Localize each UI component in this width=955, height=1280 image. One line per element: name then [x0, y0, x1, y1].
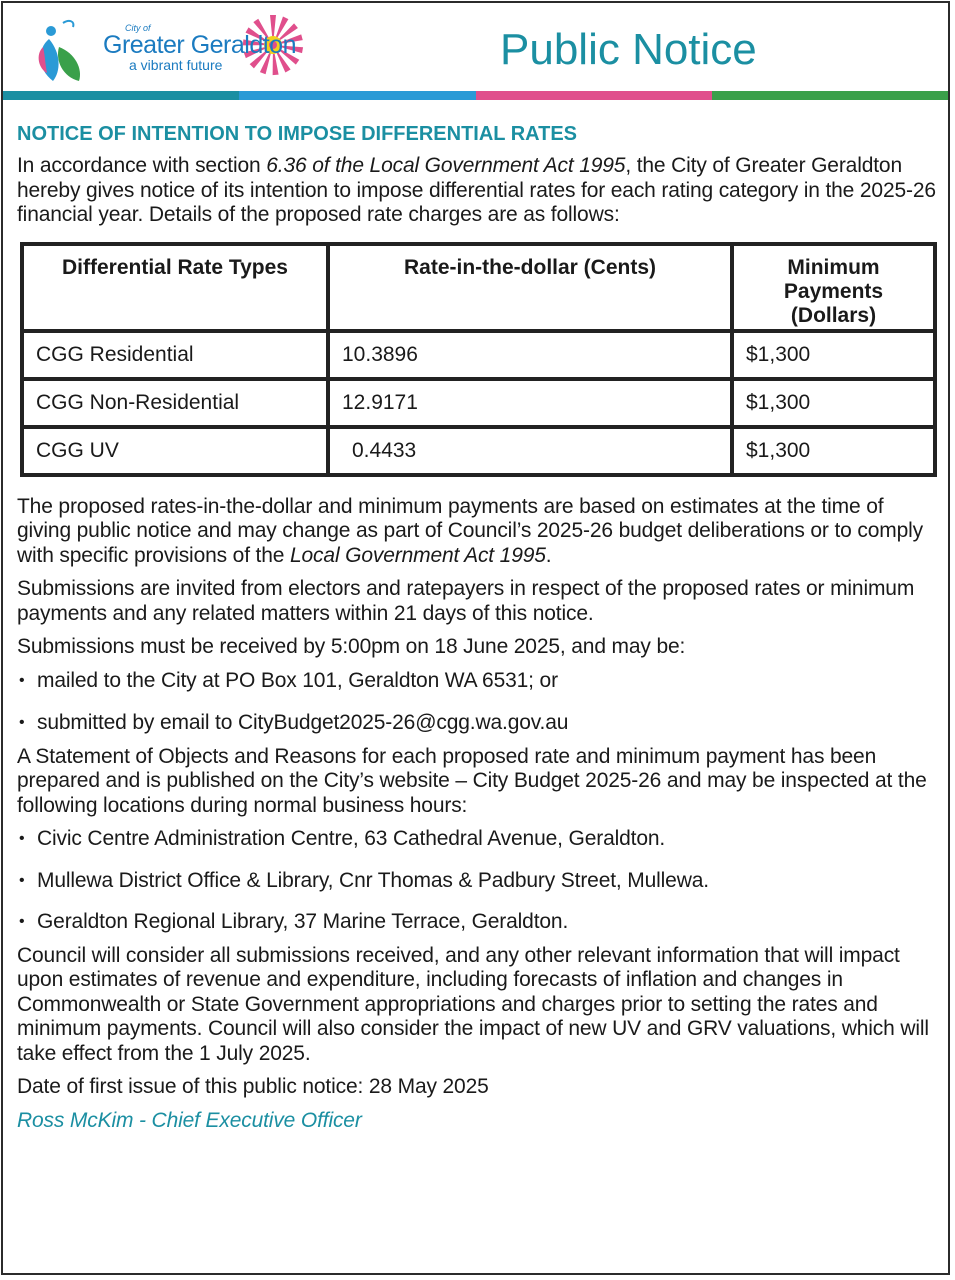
- table-row: [23, 428, 934, 474]
- logo-name: Greater Geraldton: [103, 31, 296, 59]
- rate-type-cell: CGG UV: [23, 428, 329, 474]
- rates-table: [20, 242, 937, 477]
- location-item: • Mullewa District Office & Library, Cnr Thomas & Padbury Street, Mullewa.: [17, 869, 939, 894]
- submissions-invited-paragraph: Submissions are invited from electors and ratepayers in respect of the proposed rates or minimum payments and any related matters within 21 days of this notice.: [17, 577, 915, 625]
- intro-after: , the City of Greater Geraldton hereby gives notice of its intention to impose differential rates for each rating category in the 2025-26 financial year. Details of the proposed rate charges are as follows:: [17, 154, 936, 226]
- issue-date-paragraph: Date of first issue of this public notice: 28 May 2025: [17, 1075, 489, 1098]
- table-header-row: [23, 245, 934, 332]
- council-consideration-paragraph: Council will consider all submissions received, and any other relevant information that will impact upon estimates of revenue and expenditure, including forecasts of inflation and changes in Commonwealth or State Government appropriations and charges prior to setting the rates and minimum payments. Council will also consider the impact of new UV and GRV valuations, which will take effect from the 1 July 2025.: [17, 943, 929, 1065]
- location-item: • Geraldton Regional Library, 37 Marine Terrace, Geraldton.: [17, 910, 939, 935]
- statement-paragraph: A Statement of Objects and Reasons for each proposed rate and minimum payment has been prepared and is published on the City’s website – City Budget 2025-26 and may be inspected at the following locations during normal business hours:: [17, 744, 927, 817]
- logo-small-text: City of: [125, 23, 151, 33]
- color-stripes: [3, 91, 948, 100]
- header: [3, 3, 948, 99]
- location-item: • Civic Centre Administration Centre, 63 Cathedral Avenue, Geraldton.: [17, 827, 939, 852]
- rate-cell: 12.9171: [329, 380, 733, 428]
- submissions-deadline-paragraph: Submissions must be received by 5:00pm on 18 June 2025, and may be:: [17, 635, 686, 658]
- intro-act-reference: 6.36 of the Local Government Act 1995: [266, 154, 626, 177]
- notice-content: [17, 123, 939, 1133]
- submission-method-item: • submitted by email to CityBudget2025-26@cgg.wa.gov.au: [17, 711, 939, 736]
- notice-heading: NOTICE OF INTENTION TO IMPOSE DIFFERENTIAL RATES: [17, 123, 578, 145]
- p1-after: .: [545, 543, 552, 567]
- rate-cell: 0.4433: [329, 428, 733, 474]
- rate-cell: 10.3896: [329, 332, 733, 380]
- rate-type-cell: CGG Residential: [23, 332, 329, 380]
- rate-type-cell: CGG Non-Residential: [23, 380, 329, 428]
- column-header-rate-in-dollar: Rate-in-the-dollar (Cents): [329, 245, 733, 332]
- column-header-minimum-payment: Minimum Payments (Dollars): [733, 245, 934, 332]
- logo-tagline: a vibrant future: [129, 57, 223, 73]
- submission-method-item: • mailed to the City at PO Box 101, Geraldton WA 6531; or: [17, 669, 939, 694]
- minimum-cell: $1,300: [733, 332, 934, 380]
- city-logo: [29, 11, 309, 91]
- stripe-teal: [3, 91, 239, 100]
- stripe-pink: [476, 91, 712, 100]
- stripe-green: [712, 91, 948, 100]
- table-row: [23, 380, 934, 428]
- ceo-signoff: Ross McKim - Chief Executive Officer: [17, 1108, 362, 1132]
- notice-frame: [1, 1, 950, 1275]
- stripe-blue: [239, 91, 475, 100]
- intro-paragraph: [17, 154, 939, 228]
- p1-act-reference: Local Government Act 1995: [290, 543, 546, 567]
- p1-before: The proposed rates-in-the-dollar and minimum payments are based on estimates at the time of giving public notice and may change as part of Council’s 2025-26 budget deliberations or to comply with specific provisions of the: [17, 494, 923, 567]
- minimum-cell: $1,300: [733, 380, 934, 428]
- intro-before: In accordance with section: [17, 154, 267, 177]
- table-row: [23, 332, 934, 380]
- page-title: Public Notice: [500, 25, 757, 74]
- column-header-rate-type: Differential Rate Types: [23, 245, 329, 332]
- minimum-cell: $1,300: [733, 428, 934, 474]
- estimates-paragraph: [17, 495, 939, 569]
